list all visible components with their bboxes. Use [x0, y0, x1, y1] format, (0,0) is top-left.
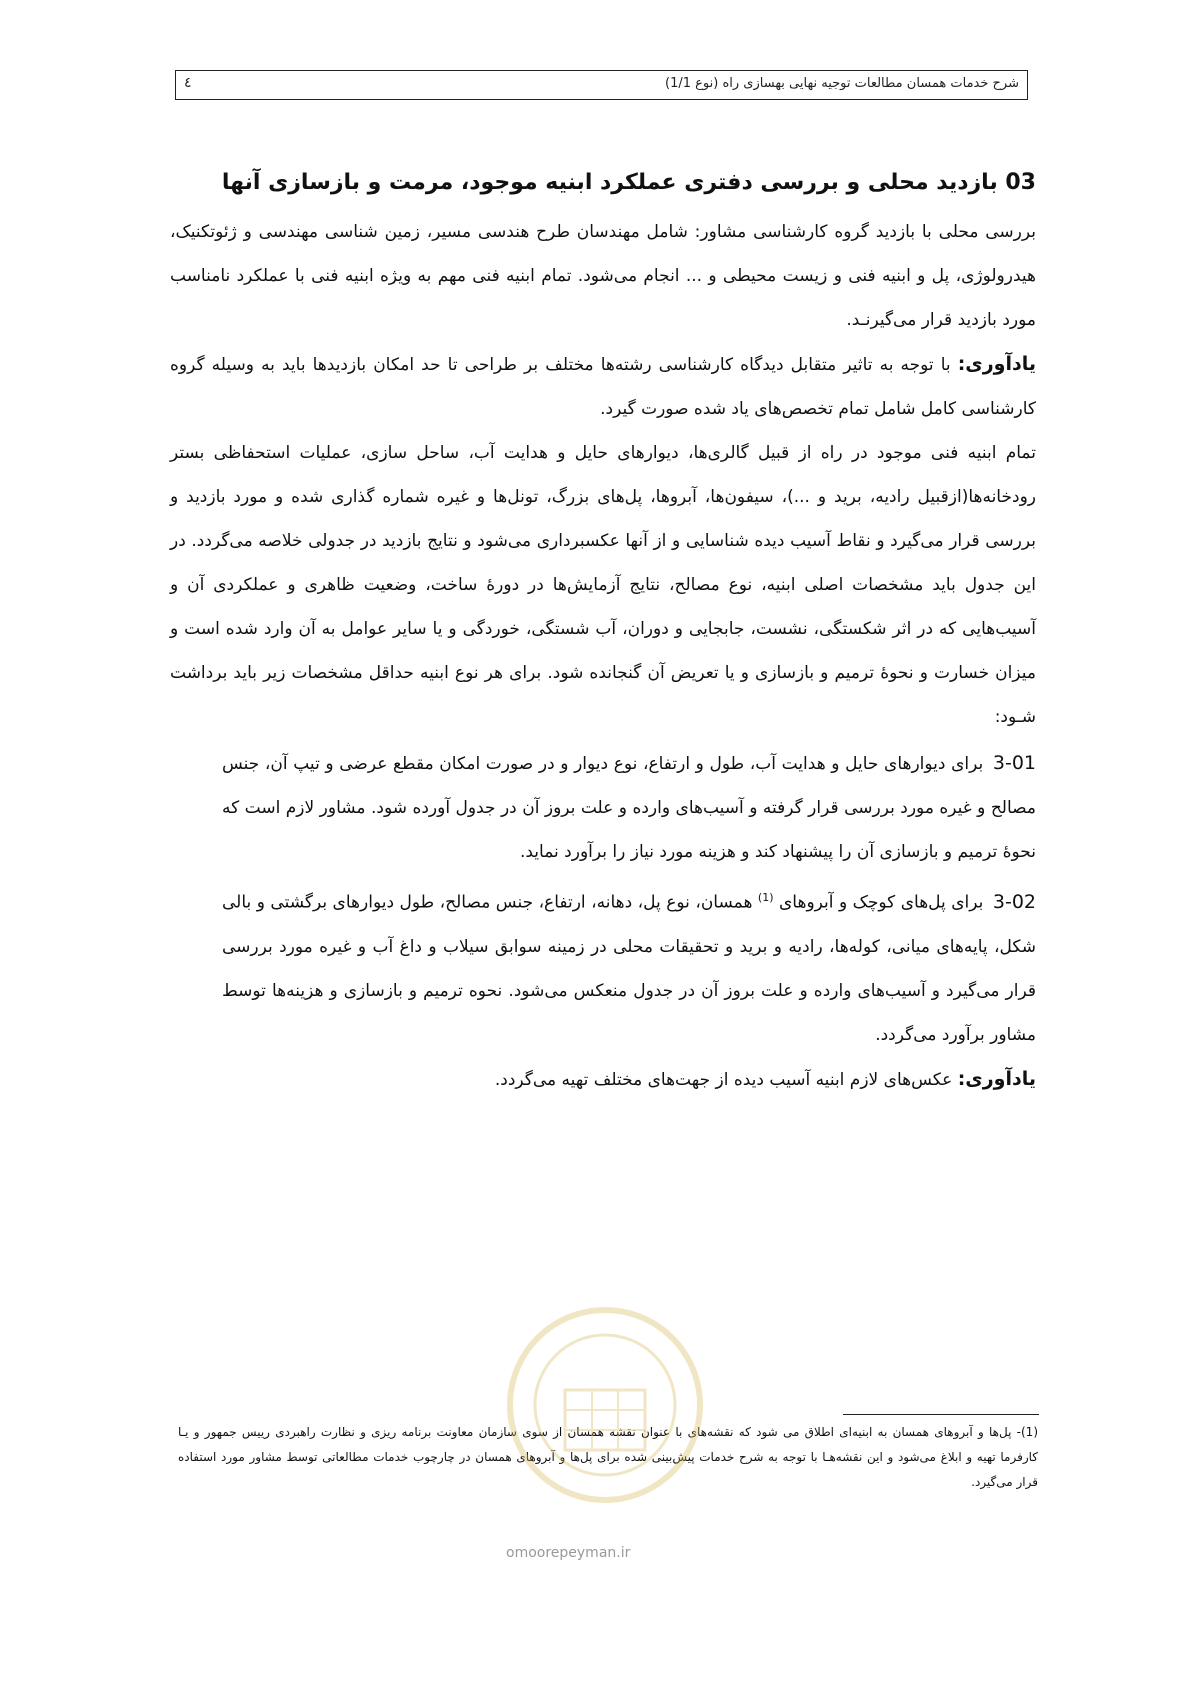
footnote-divider [843, 1414, 1039, 1415]
main-content [170, 166, 1036, 1102]
page-header [175, 70, 1028, 100]
paragraph-structures: تمام ابنیه فنی موجود در راه از قبیل گالری‌ها، دیوارهای حایل و هدایت آب، ساحل سازی، عملیات استحفاظی بستر رودخانه‌ها(ازقبیل رادیه، برید و ...)، سیفون‌ها، آبروها، پل‌های بزرگ، تونل‌ها و غیره شماره گذاری شده و مورد بازدید و بررسی قرار می‌گیرد و نقاط آسیب دیده شناسایی و از آنها عکسبرداری می‌شود و نتایج بازدید در جدولی خلاصه می‌گردد. در این جدول باید مشخصات اصلی ابنیه، نوع مصالح، نتایج آزمایش‌ها در دورهٔ ساخت، وضعیت ظاهری و عملکردی آن و آسیب‌هایی که در اثر شکستگی، نشست، جابجایی و دوران، آب شستگی، خوردگی و یا سایر عوامل به آن وارد شده است و میزان خسارت و نحوهٔ ترمیم و بازسازی و یا تعریض آن گنجانده شود. برای هر نوع ابنیه حداقل مشخصات زیر باید برداشت شـود: [170, 443, 1036, 727]
section-title: 03 بازدید محلی و بررسی دفتری عملکرد ابنیه موجود، مرمت و بازسازی آنها [221, 170, 1036, 195]
note-label: یادآوری: [957, 1067, 1036, 1090]
header-title: شرح خدمات همسان مطالعات توجیه نهایی بهسازی راه (نوع 1/1) [665, 76, 1019, 91]
footnote: (1)- پل‌ها و آبروهای همسان به ابنیه‌ای اطلاق می شود که نقشه‌های با عنوان نقشه همسان از سوی سازمان معاونت برنامه ریزی و نظارت راهبردی رییس جمهور و یـا کارفرما تهیه و ابلاغ می‌شود و این نقشه‌هـا با توجه به شرح خدمات پیش‌بینی شده برای پل‌ها و آبروهای همسان در چارچوب خدمات مطالعاتی توسط مشاور مورد استفاده قرار می‌گیرد. [178, 1425, 1038, 1489]
watermark-url: omoorepeyman.ir [506, 1545, 631, 1561]
note-text: با توجه به تاثیر متقابل دیدگاه کارشناسی رشته‌ها مختلف بر طراحی تا حد امکان بازدیدها باید به وسیله گروه کارشناسی کامل شامل تمام تخصص‌های یاد شده صورت گیرد. [170, 355, 1036, 419]
item-text: همسان، نوع پل، دهانه، ارتفاع، جنس مصالح، طول دیوارهای برگشتی و بالی شکل، پایه‌های میانی، کوله‌ها، رادیه و برید و تحقیقات محلی در زمینه سوابق سیلاب و داغ آب و غیره مورد بررسی قرار می‌گیرد و آسیب‌های وارده و علت بروز آن در جدول منعکس می‌شود. نحوه ترمیم و بازسازی و هزینه‌ها توسط مشاور برآورد می‌گردد. [222, 892, 1036, 1045]
item-number: 3-01 [992, 752, 1036, 774]
page-number: ٤ [184, 75, 192, 91]
watermark-logo [490, 1300, 720, 1510]
item-text: برای پل‌های کوچک و آبروهای [773, 892, 984, 913]
watermark-inner-ring [535, 1335, 675, 1475]
item-text: برای دیوارهای حایل و هدایت آب، طول و ارتفاع، نوع دیوار و در صورت امکان مقطع عرضی و تیپ آن، جنس مصالح و غیره مورد بررسی قرار گرفته و آسیب‌های وارده و علت بروز آن در جدول آورده شود. مشاور لازم است که نحوهٔ ترمیم و بازسازی آن را پیشنهاد کند و هزینه مورد نیاز را برآورد نماید. [222, 754, 1036, 862]
watermark-grid [565, 1390, 645, 1450]
watermark-ring [510, 1310, 700, 1500]
note-reminder-2 [170, 1057, 1036, 1102]
footnote-reference[interactable]: (1) [757, 891, 774, 904]
note-label: یادآوری: [957, 353, 1036, 375]
note-reminder-1 [170, 342, 1036, 431]
paragraph-site-visit: بررسی محلی با بازدید گروه کارشناسی مشاور: شامل مهندسان طرح هندسی مسیر، زمین شناسی مهندسی و ژئوتکنیک، هیدرولوژی، پل و ابنیه فنی و زیست محیطی و ... انجام می‌شود. تمام ابنیه فنی مهم به ویژه ابنیه فنی با عملکرد نامناسب مورد بازدید قرار می‌گیرنـد. [170, 222, 1036, 330]
list-item-retaining-walls [170, 741, 1036, 874]
note-text: عکس‌های لازم ابنیه آسیب دیده از جهت‌های مختلف تهیه می‌گردد. [494, 1069, 958, 1090]
list-item-small-bridges [170, 876, 1036, 1057]
item-number: 3-02 [992, 890, 1036, 913]
